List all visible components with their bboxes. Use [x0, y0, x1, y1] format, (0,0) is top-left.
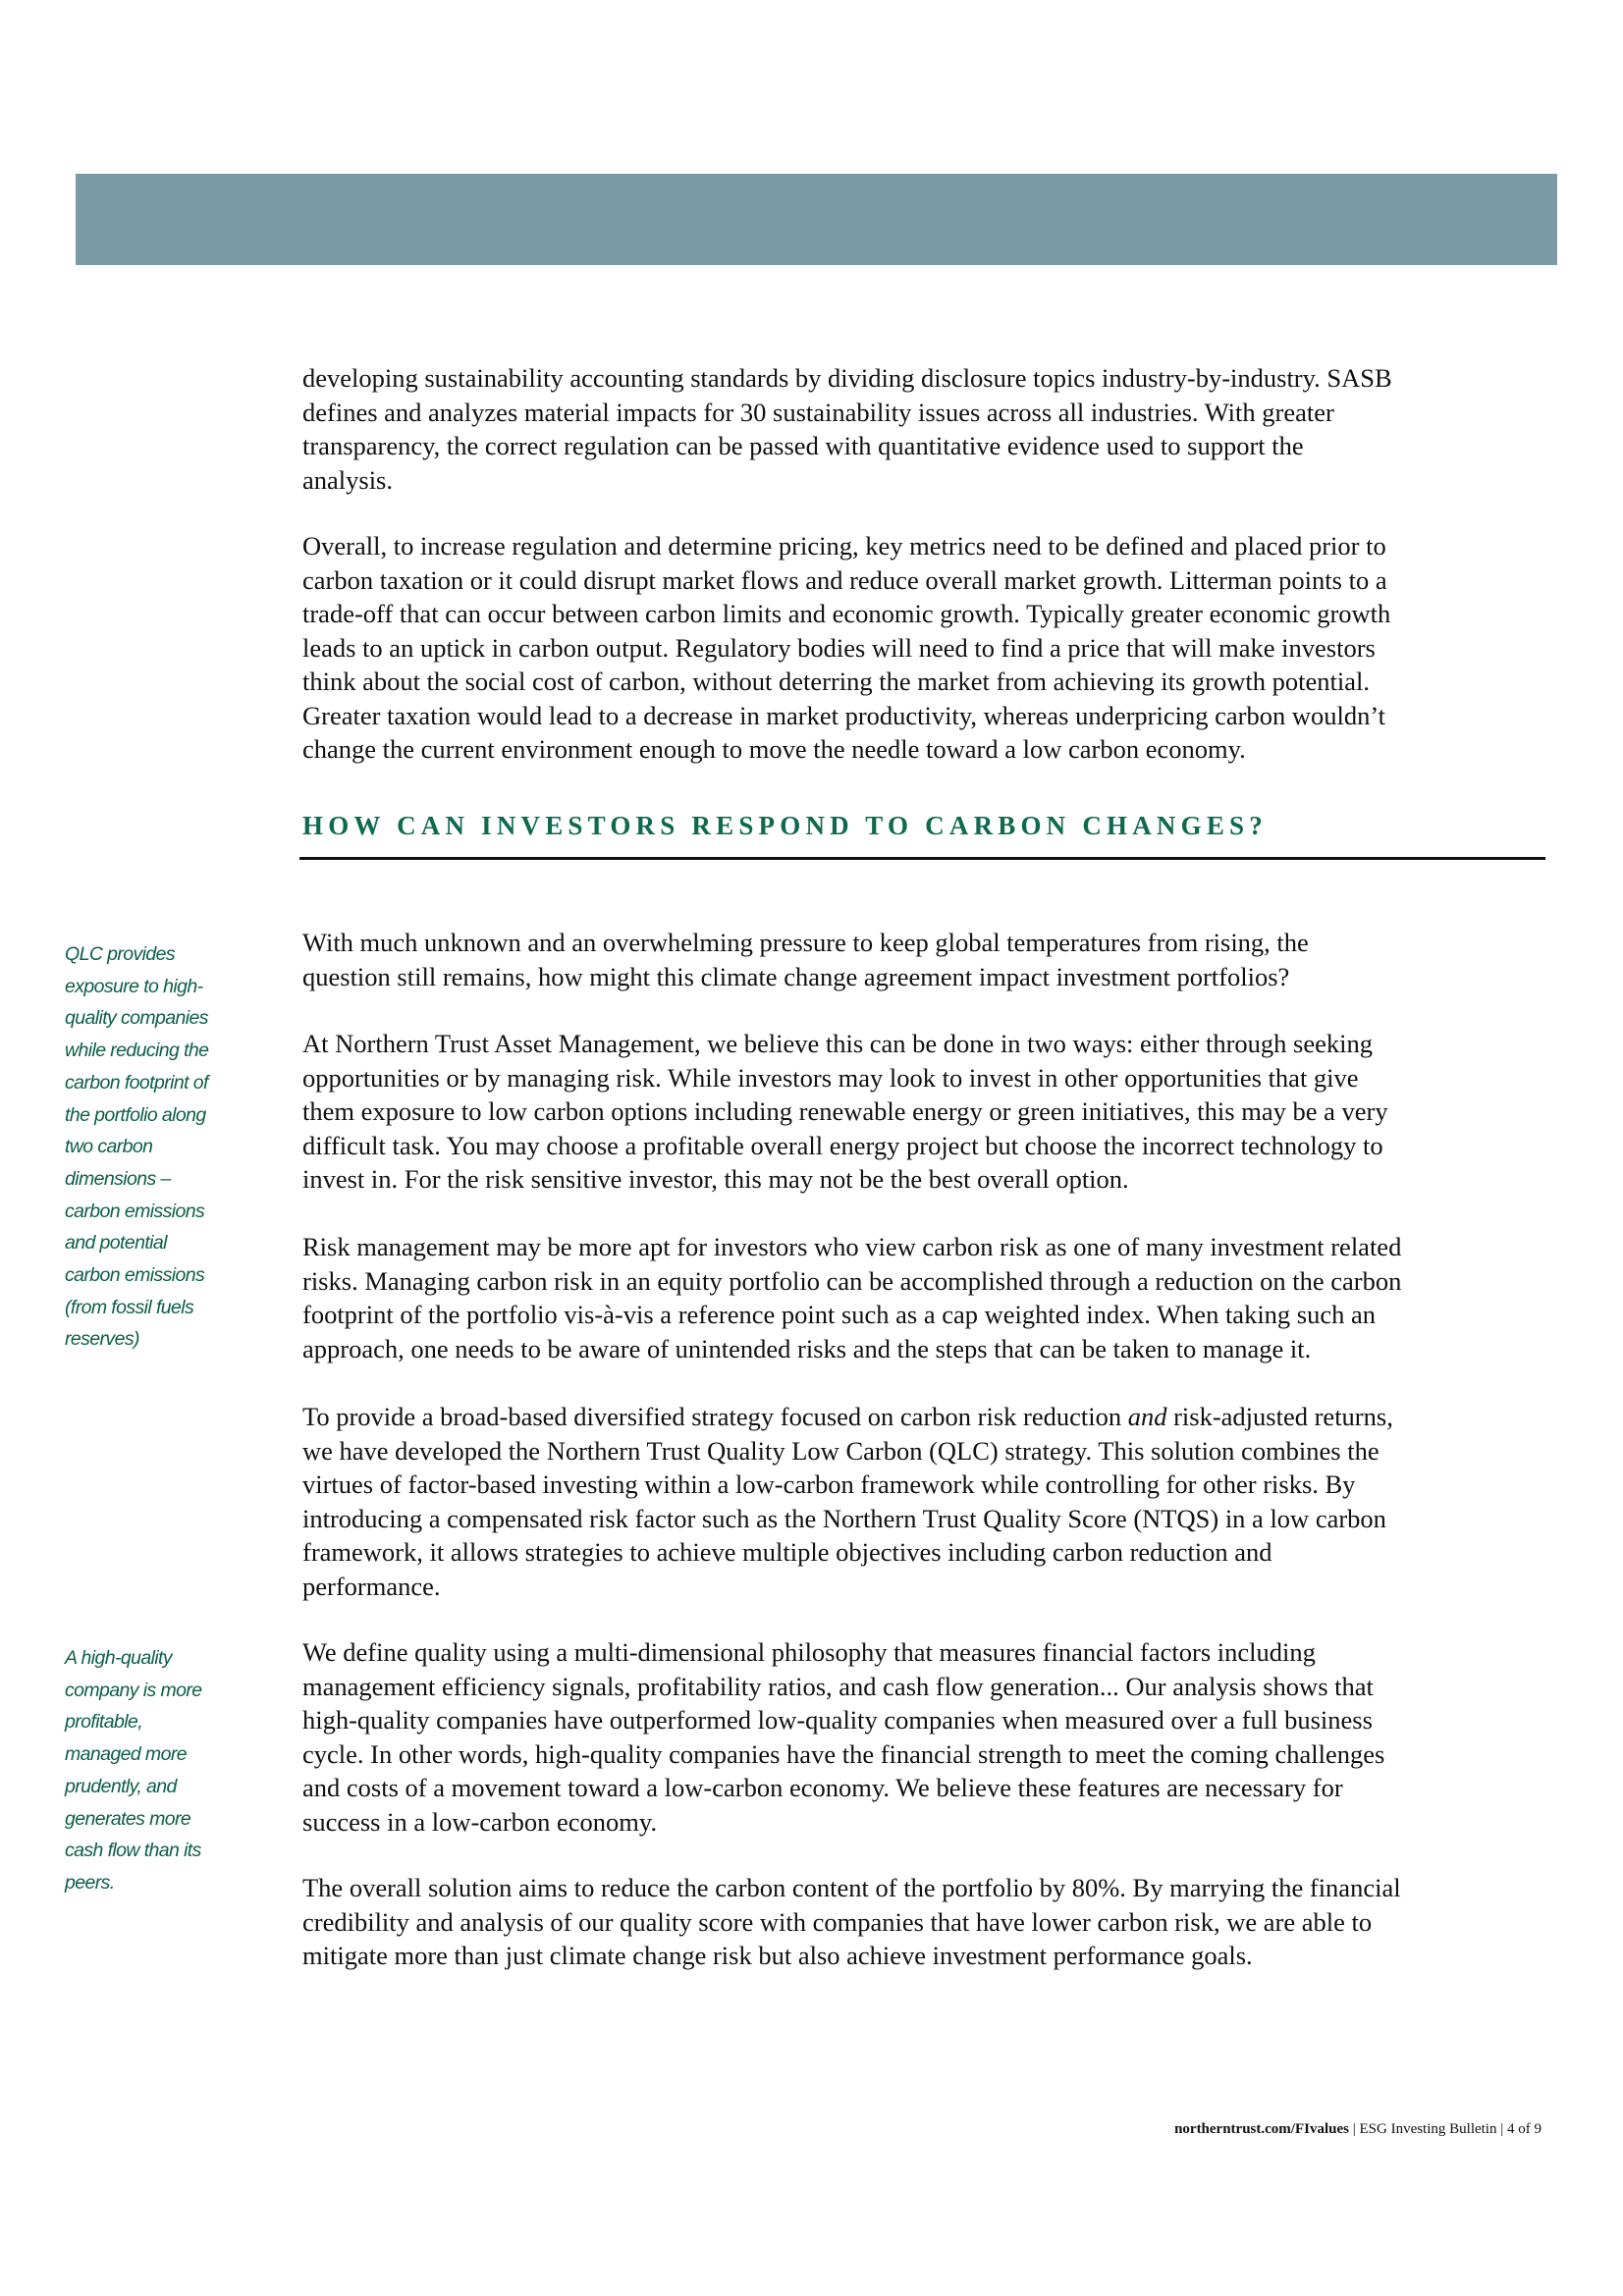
note-line: carbon footprint of	[65, 1071, 208, 1094]
emphasis-text: and	[1127, 1402, 1167, 1431]
note-line: dimensions –	[65, 1167, 171, 1190]
note-line: prudently, and	[65, 1775, 177, 1797]
text-line: them exposure to low carbon options including renewable energy or green initiatives, this may be a very	[302, 1096, 1388, 1126]
text-line: success in a low-carbon economy.	[302, 1806, 658, 1837]
text-line: defines and analyzes material impacts for 30 sustainability issues across all industries. With greater	[302, 397, 1334, 427]
text-line: developing sustainability accounting standards by dividing disclosure topics industry-by-industry. SASB	[302, 363, 1392, 393]
footer-publication-title: ESG Investing Bulletin	[1359, 2121, 1497, 2137]
text-line: credibility and analysis of our quality score with companies that have lower carbon risk, we are able to	[302, 1906, 1373, 1937]
note-line: carbon emissions	[65, 1264, 205, 1287]
paragraph	[302, 529, 1554, 767]
paragraph	[302, 1871, 1554, 1973]
text-line: invest in. For the risk sensitive investor, this may not be the best overall option.	[302, 1164, 1129, 1194]
text-line: The overall solution aims to reduce the carbon content of the portfolio by 80%. By marrying the financial	[302, 1873, 1401, 1902]
text-line: risks. Managing carbon risk in an equity portfolio can be accomplished through a reduction on the carbon	[302, 1265, 1402, 1296]
note-line: the portfolio along	[65, 1103, 206, 1126]
page-footer	[1174, 2121, 1542, 2138]
text-line: Greater taxation would lead to a decrease in market productivity, whereas underpricing carbon wouldn’t	[302, 700, 1386, 730]
text-line: framework, it allows strategies to achieve multiple objectives including carbon reduction and	[302, 1537, 1272, 1567]
text-line: We define quality using a multi-dimensional philosophy that measures financial factors including	[302, 1637, 1316, 1667]
page-number: 4 of 9	[1507, 2121, 1542, 2137]
text-line: think about the social cost of carbon, without deterring the market from achieving its growth potential.	[302, 667, 1370, 696]
sidebar-note	[65, 1642, 242, 1899]
text-line: management efficiency signals, profitability ratios, and cash flow generation... Our analysis shows that	[302, 1671, 1374, 1701]
text-line: performance.	[302, 1571, 441, 1601]
text-line: At Northern Trust Asset Management, we believe this can be done in two ways: either through seeking	[302, 1029, 1373, 1058]
text-line: change the current environment enough to move the needle toward a low carbon economy.	[302, 734, 1246, 764]
section-divider	[299, 857, 1545, 860]
note-line: carbon emissions	[65, 1200, 205, 1222]
text-line: Risk management may be more apt for investors who view carbon risk as one of many investment related	[302, 1232, 1402, 1261]
text-line: trade-off that can occur between carbon limits and economic growth. Typically greater economic growth	[302, 599, 1391, 628]
note-line: cash flow than its	[65, 1840, 201, 1862]
footer-separator: |	[1496, 2121, 1507, 2137]
note-line: quality companies	[65, 1007, 208, 1030]
header-band	[76, 174, 1557, 265]
paragraph	[302, 1230, 1554, 1365]
text-line: we have developed the Northern Trust Quality Low Carbon (QLC) strategy. This solution combines the	[302, 1435, 1380, 1466]
note-line: QLC provides	[65, 943, 176, 965]
text-line: high-quality companies have outperformed low-quality companies when measured over a full business	[302, 1705, 1373, 1735]
text-segment: To provide a broad-based diversified strategy focused on carbon risk reduction	[302, 1402, 1128, 1431]
text-line: question still remains, how might this climate change agreement impact investment portfolios?	[302, 961, 1290, 991]
text-line: With much unknown and an overwhelming pressure to keep global temperatures from rising, the	[302, 928, 1309, 957]
paragraph	[302, 1027, 1554, 1197]
paragraph	[302, 1400, 1554, 1603]
text-line: introducing a compensated risk factor such as the Northern Trust Quality Score (NTQS) in a low carbon	[302, 1503, 1386, 1533]
footer-site-link[interactable]: northerntrust.com/FIvalues	[1174, 2121, 1349, 2137]
text-line: difficult task. You may choose a profitable overall energy project but choose the incorrect technology to	[302, 1130, 1383, 1160]
text-line: footprint of the portfolio vis-à-vis a reference point such as a cap weighted index. When taking such an	[302, 1300, 1377, 1329]
note-line: and potential	[65, 1232, 167, 1255]
text-line: transparency, the correct regulation can be passed with quantitative evidence used to support the	[302, 431, 1304, 460]
footer-separator: |	[1348, 2121, 1360, 2137]
text-line: virtues of factor-based investing within a low-carbon framework while controlling for other risks. By	[302, 1469, 1356, 1499]
text-line: carbon taxation or it could disrupt market flows and reduce overall market growth. Litterman points to a	[302, 564, 1387, 595]
note-line: two carbon	[65, 1136, 153, 1158]
text-line	[302, 1400, 1554, 1434]
note-line: company is more	[65, 1679, 202, 1701]
text-line: leads to an uptick in carbon output. Regulatory bodies will need to find a price that will make investors	[302, 632, 1376, 663]
note-line: managed more	[65, 1743, 187, 1766]
note-line: profitable,	[65, 1711, 143, 1734]
paragraph	[302, 926, 1554, 993]
paragraph	[302, 1635, 1554, 1839]
text-line: Overall, to increase regulation and determine pricing, key metrics need to be defined and placed prior to	[302, 531, 1386, 561]
note-line: peers.	[65, 1871, 115, 1894]
note-line: while reducing the	[65, 1040, 209, 1062]
text-line: opportunities or by managing risk. While investors may look to invest in other opportunities that give	[302, 1062, 1359, 1093]
text-line: cycle. In other words, high-quality companies have the financial strength to meet the coming challenges	[302, 1738, 1385, 1769]
note-line: exposure to high-	[65, 975, 203, 997]
text-line: approach, one needs to be aware of unintended risks and the steps that can be taken to manage it.	[302, 1333, 1312, 1363]
note-line: generates more	[65, 1807, 191, 1830]
text-line: analysis.	[302, 464, 393, 495]
text-line: and costs of a movement toward a low-carbon economy. We believe these features are necessary for	[302, 1773, 1343, 1802]
note-line: (from fossil fuels	[65, 1296, 194, 1318]
text-line: mitigate more than just climate change risk but also achieve investment performance goals.	[302, 1941, 1253, 1970]
paragraph	[302, 361, 1554, 497]
text-segment: risk-adjusted returns,	[1166, 1402, 1393, 1431]
section-heading: HOW CAN INVESTORS RESPOND TO CARBON CHANGES?	[302, 811, 1268, 840]
note-line: reserves)	[65, 1328, 139, 1351]
note-line: A high-quality	[65, 1647, 173, 1669]
sidebar-note	[65, 938, 242, 1356]
